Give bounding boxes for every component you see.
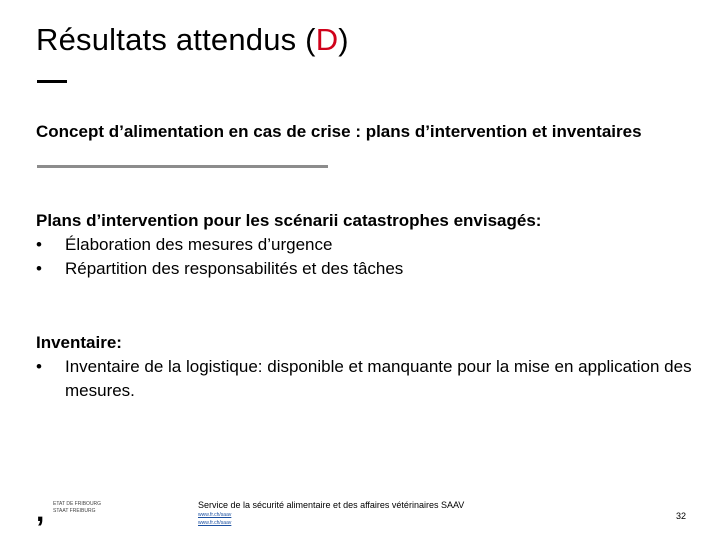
plans-list (36, 233, 696, 281)
bullet: • (36, 235, 42, 254)
title-rule (37, 80, 67, 83)
slide-title (36, 22, 349, 58)
list-item-text: Répartition des responsabilités et des tâches (65, 259, 404, 278)
plans-heading: Plans d’intervention pour les scénarii catastrophes envisagés: (36, 211, 542, 230)
list-item (36, 355, 696, 403)
list-item (36, 257, 696, 281)
footer-link-2[interactable]: www.fr.ch/saav (198, 520, 232, 526)
logo-line-1: ETAT DE FRIBOURG (53, 501, 102, 507)
list-item-text: Inventaire de la logistique: disponible et manquante pour la mise en application des mesures. (65, 357, 692, 400)
title-main: Résultats attendus ( (36, 22, 316, 57)
logo-line-2: STAAT FREIBURG (53, 508, 96, 514)
list-item (36, 233, 696, 257)
inventory-list (36, 355, 696, 403)
bullet: • (36, 259, 42, 278)
footer-link-1[interactable]: www.fr.ch/saav (198, 512, 232, 518)
page-number: 32 (675, 511, 686, 521)
footer-service: Service de la sécurité alimentaire et des affaires vétérinaires SAAV (198, 500, 465, 510)
inventory-section (36, 331, 696, 403)
list-item-text: Élaboration des mesures d’urgence (65, 235, 333, 254)
title-end: ) (338, 22, 349, 57)
title-letter: D (315, 22, 339, 57)
footer (198, 500, 464, 527)
fribourg-logo (36, 495, 116, 528)
subtitle-rule (37, 165, 328, 168)
bullet: • (36, 357, 42, 376)
inventory-heading: Inventaire: (36, 333, 122, 352)
slide-subtitle: Concept d’alimentation en cas de crise : plans d’intervention et inventaires (36, 122, 642, 141)
comma-logo-icon: , (36, 495, 45, 528)
plans-section (36, 209, 696, 281)
